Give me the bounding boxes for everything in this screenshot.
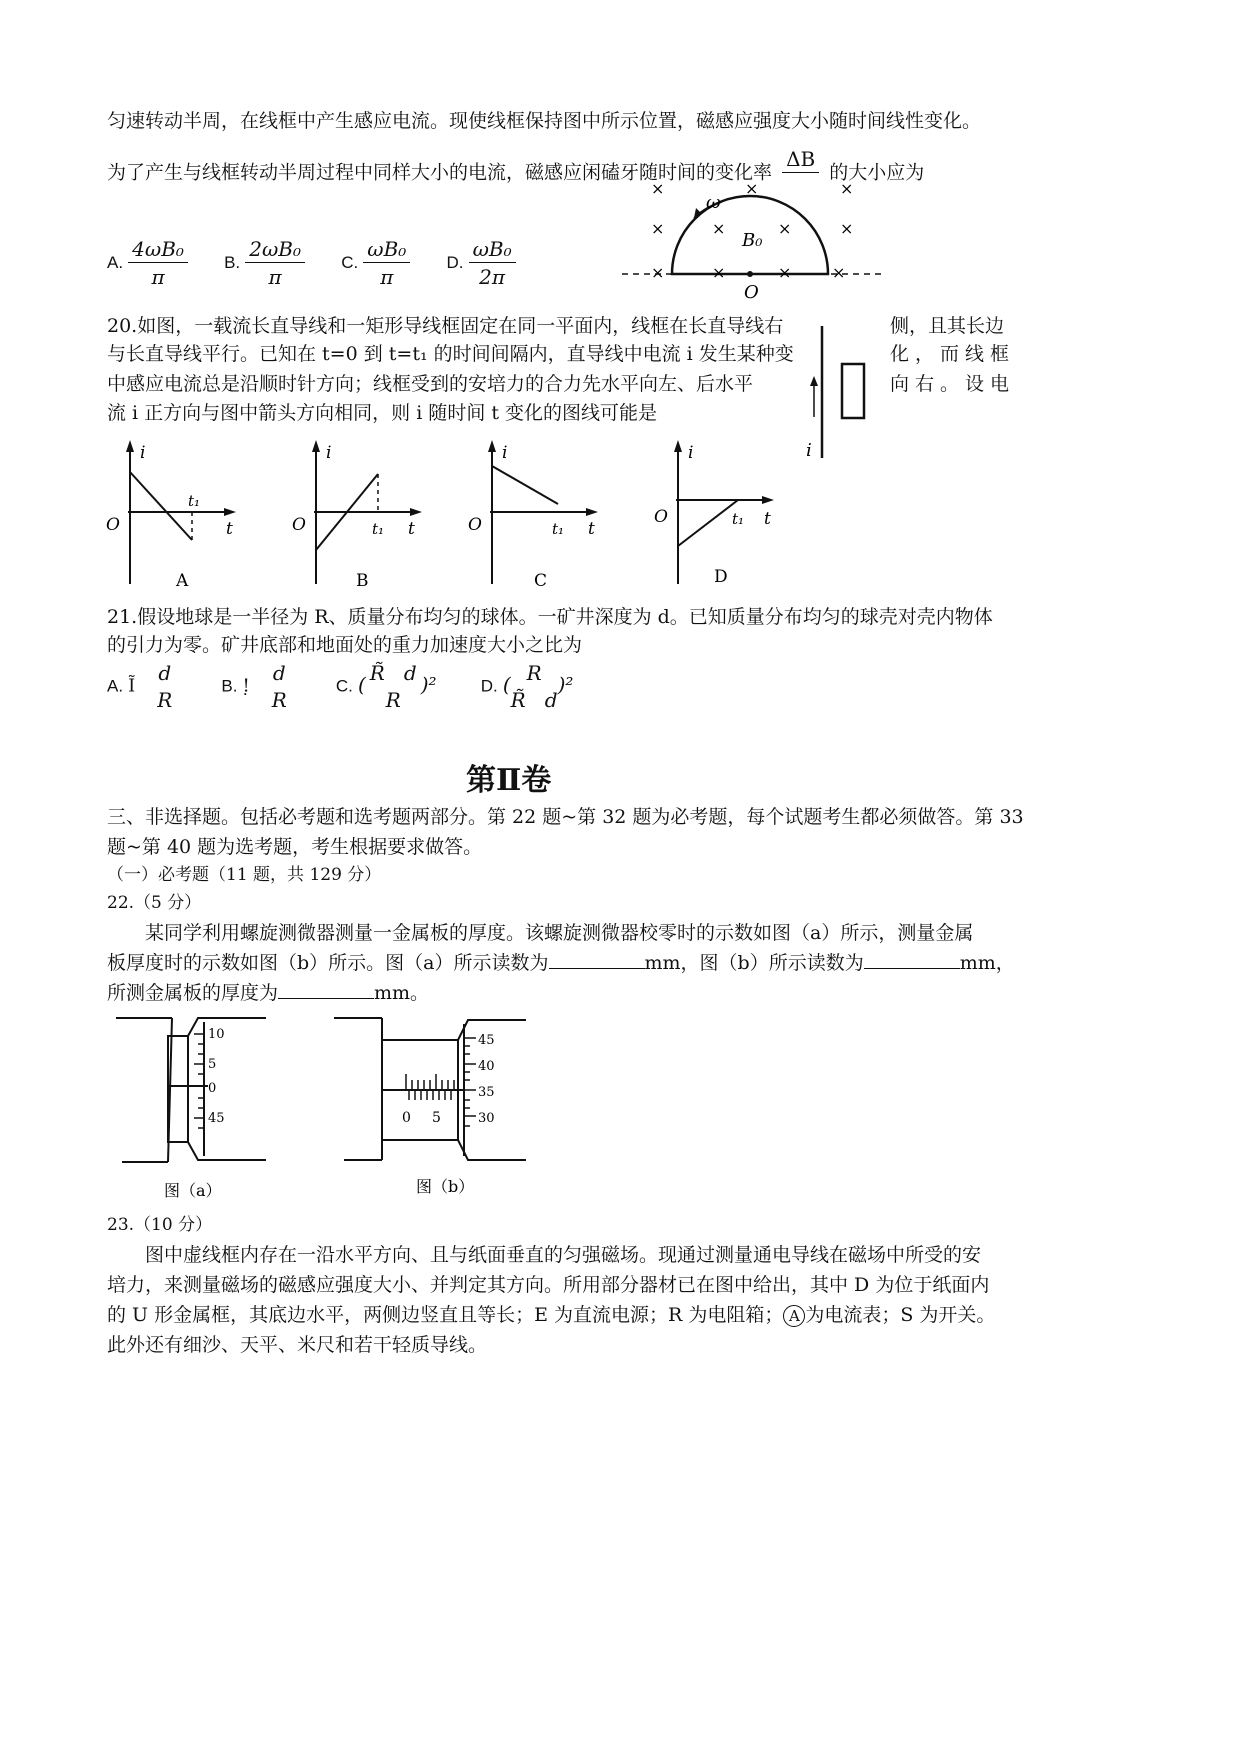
svg-text:×: × — [778, 219, 792, 238]
q20-line3-left: 中感应电流总是沿顺时针方向；线框受到的安培力的合力先水平向左、后水平 — [107, 373, 754, 395]
q22-blank-thickness[interactable] — [278, 978, 374, 999]
svg-text:35: 35 — [478, 1085, 495, 1100]
q19-origin: O — [744, 282, 759, 300]
q21-options: A. Ĩ d R B. !̣ d R C. ( R̃ d R )² D. ( R R̃ d )² — [107, 661, 574, 712]
q20-graphs — [100, 438, 800, 590]
svg-text:45: 45 — [478, 1033, 495, 1048]
svg-text:5: 5 — [208, 1057, 217, 1072]
svg-text:×: × — [745, 179, 759, 198]
q19-option-a-label: A. — [107, 253, 124, 272]
q23-head: 23.（10 分） — [107, 1215, 213, 1235]
svg-text:×: × — [840, 179, 854, 198]
svg-text:×: × — [840, 219, 854, 238]
svg-text:O: O — [654, 507, 668, 527]
svg-text:t: t — [408, 519, 415, 539]
q20-graph-d — [654, 440, 774, 587]
q19-line1: 匀速转动半周，在线框中产生感应电流。现使线框保持图中所示位置，磁感应强度大小随时间线性变化。 — [107, 110, 982, 132]
q22-fig-b-caption: 图（b） — [416, 1177, 475, 1196]
q22-blank-b[interactable] — [864, 948, 960, 969]
q22-blank-a[interactable] — [549, 948, 645, 969]
svg-text:40: 40 — [478, 1059, 495, 1074]
q19-options — [107, 236, 516, 291]
q20-line3-right: 向右。设电 — [890, 373, 1016, 395]
svg-text:O: O — [292, 515, 306, 535]
q20-line2-left: 与长直导线平行。已知在 t=0 到 t=t₁ 的时间间隔内，直导线中电流 i 发生某种变 — [107, 343, 794, 365]
svg-text:i: i — [326, 443, 332, 463]
part2-title: 第Ⅱ卷 — [466, 763, 552, 798]
q19-line2-text: 为了产生与线框转动半周过程中同样大小的电流，磁感应闲磕牙随时间的变化率 — [107, 161, 773, 184]
svg-text:i: i — [688, 443, 694, 463]
q19-omega: ω — [706, 192, 721, 213]
q20-line4: 流 i 正方向与图中箭头方向相同，则 i 随时间 t 变化的图线可能是 — [107, 402, 658, 424]
svg-text:t₁: t₁ — [188, 492, 201, 510]
q20-graph-c — [468, 440, 598, 590]
q21-option-c-frac: R̃ d R — [369, 661, 417, 712]
q20-graph-c-label: C — [534, 571, 548, 590]
svg-text:t: t — [588, 519, 595, 539]
q19-b0: B₀ — [742, 230, 763, 251]
svg-text:30: 30 — [478, 1111, 495, 1126]
q20-graph-a — [106, 440, 236, 590]
svg-text:×: × — [712, 219, 726, 238]
q19-semicircle-figure — [620, 178, 890, 300]
q19-option-a-frac: $\frac{\text{4ωB₀}}{\pi}$ — [128, 236, 188, 291]
svg-text:×: × — [651, 263, 665, 282]
q20-line2-right: 化，而线框 — [890, 343, 1016, 365]
q21-line1: 21.假设地球是一半径为 R、质量分布均匀的球体。一矿井深度为 d。已知质量分布均匀的球壳对壳内物体 — [107, 606, 993, 628]
svg-text:0: 0 — [208, 1081, 217, 1096]
q19-option-c-label: C. — [341, 253, 359, 272]
q20-line1-left: 20.如图，一载流长直导线和一矩形导线框固定在同一平面内，线框在长直导线右 — [107, 315, 784, 337]
svg-text:5: 5 — [432, 1110, 441, 1126]
svg-text:O: O — [106, 515, 120, 535]
q21-option-d-label: D. — [480, 676, 498, 696]
svg-text:45: 45 — [208, 1111, 225, 1126]
q22-line1: 某同学利用螺旋测微器测量一金属板的厚度。该螺旋测微器校零时的示数如图（a）所示，测量金属 — [145, 922, 974, 944]
q21-option-c-label: C. — [335, 676, 353, 696]
q23-line3: 的 U 形金属框，其底边水平，两侧边竖直且等长；E 为直流电源；R 为电阻箱； A 为电流表；S 为开关。 — [107, 1304, 996, 1326]
q22-line3: 所测金属板的厚度为 mm。 — [107, 976, 429, 1010]
svg-text:t₁: t₁ — [372, 520, 385, 538]
part2-intro-line2: 题~第 40 题为选考题，考生根据要求做答。 — [107, 836, 483, 858]
q20-graph-b-label: B — [356, 571, 369, 590]
q19-line2-tail: 的大小应为 — [829, 161, 925, 184]
q22-head: 22.（5 分） — [107, 893, 202, 913]
q22-fig-a-caption: 图（a） — [164, 1181, 222, 1200]
svg-text:×: × — [778, 263, 792, 282]
q20-graph-d-label: D — [714, 567, 728, 587]
q19-option-c-frac: $\frac{\text{ωB₀}}{\pi}$ — [363, 236, 410, 291]
q22-line2: 板厚度时的示数如图（b）所示。图（a）所示读数为 mm，图（b）所示读数为 mm， — [107, 946, 1015, 980]
q21-option-a-label: A. — [107, 676, 124, 696]
svg-text:10: 10 — [208, 1027, 225, 1042]
q19-option-b-label: B. — [224, 253, 241, 272]
q20-wire-i-label: i — [806, 440, 812, 461]
svg-text:O: O — [468, 515, 482, 535]
svg-text:×: × — [712, 263, 726, 282]
q19-option-d-label: D. — [446, 253, 464, 272]
svg-text:t₁: t₁ — [552, 520, 565, 538]
svg-text:×: × — [832, 263, 846, 282]
svg-text:×: × — [651, 219, 665, 238]
q19-option-d-frac: $\frac{\text{ωB₀}}{2\pi}$ — [469, 236, 516, 291]
q23-line2: 培力，来测量磁场的磁感应强度大小、并判定其方向。所用部分器材已在图中给出，其中 D 为位于纸面内 — [107, 1274, 990, 1296]
part2-intro-line1: 三、非选择题。包括必考题和选考题两部分。第 22 题~第 32 题为必考题，每个试题考生都必须做答。第 33 — [107, 806, 1024, 828]
q23-line4: 此外还有细沙、天平、米尺和若干轻质导线。 — [107, 1334, 488, 1356]
q21-option-a-frac: d R — [157, 661, 173, 712]
svg-text:×: × — [651, 179, 665, 198]
q21-option-b-label: B. — [221, 676, 238, 696]
q20-line1-right: 侧，且其长边 — [890, 315, 1005, 337]
svg-text:i: i — [140, 443, 146, 463]
svg-text:i: i — [502, 443, 508, 463]
q20-graph-a-label: A — [176, 571, 189, 590]
q20-wire-loop-figure — [800, 322, 880, 464]
q22-micrometer-b — [330, 1010, 540, 1200]
svg-text:0: 0 — [402, 1110, 411, 1126]
svg-text:t: t — [764, 509, 771, 529]
q19-rate-num: ΔB — [782, 146, 819, 173]
q21-line2: 的引力为零。矿井底部和地面处的重力加速度大小之比为 — [107, 634, 583, 656]
q23-line1: 图中虚线框内存在一沿水平方向、且与纸面垂直的匀强磁场。现通过测量通电导线在磁场中所受的安 — [145, 1244, 982, 1266]
q22-micrometer-a — [112, 1012, 272, 1202]
part2-section-heading: （一）必考题（11 题，共 129 分） — [107, 865, 382, 885]
q21-option-b-frac: d R — [271, 661, 287, 712]
q19-option-b-frac: $\frac{\text{2ωB₀}}{\pi}$ — [245, 236, 305, 291]
q21-option-d-frac: R R̃ d — [510, 661, 558, 712]
ammeter-symbol: A — [783, 1305, 805, 1327]
svg-text:t: t — [226, 519, 233, 539]
q20-graph-b — [292, 440, 422, 590]
svg-text:t₁: t₁ — [732, 510, 745, 528]
